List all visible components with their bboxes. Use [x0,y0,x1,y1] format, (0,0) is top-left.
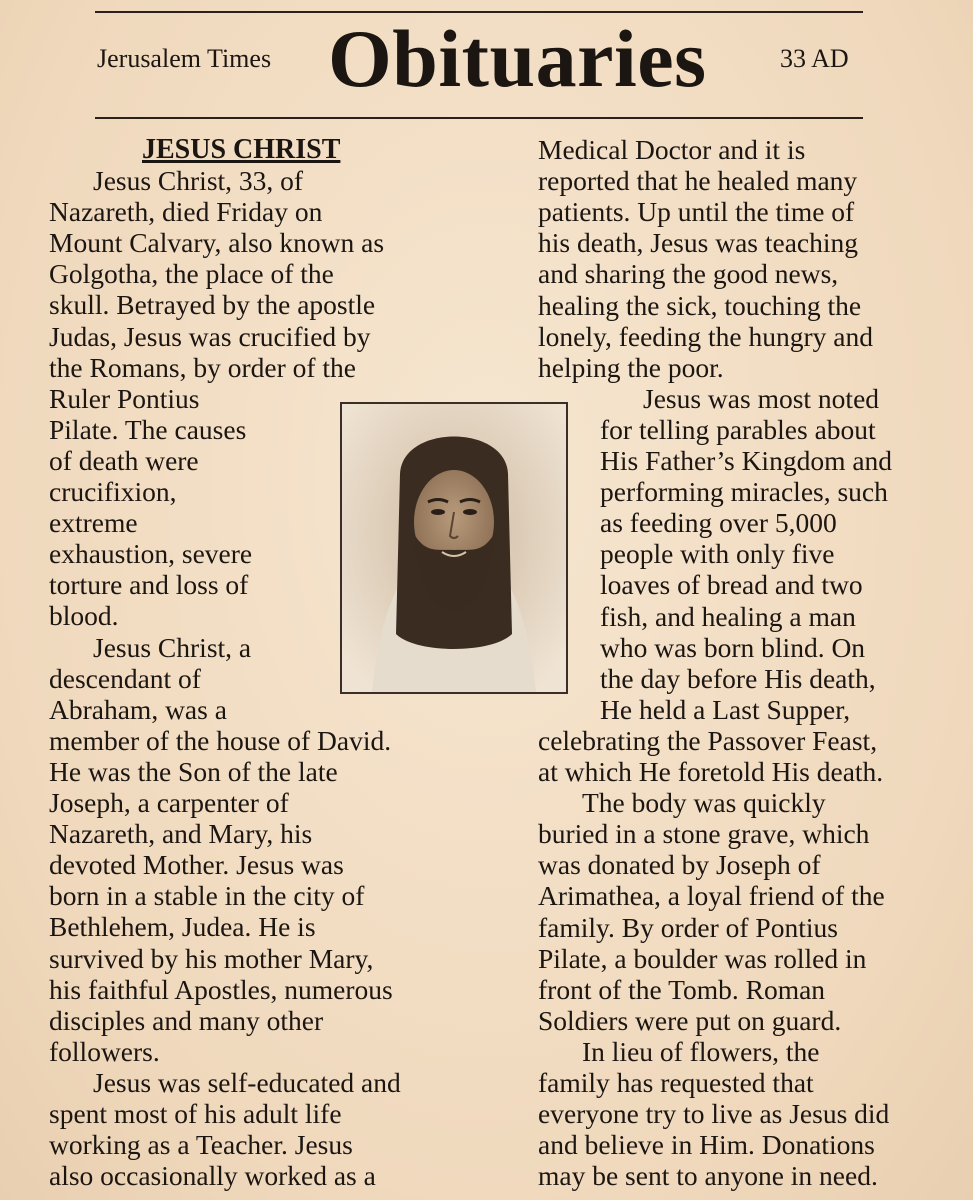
article-line: Jesus was most noted [643,382,880,414]
section-title: Obituaries [328,13,707,104]
article-line: performing miracles, such [600,476,888,508]
paper-name: Jerusalem Times [97,44,272,73]
article-line: for telling parables about [600,413,876,445]
article-line: spent most of his adult life [49,1098,342,1129]
article-line: Pilate, a boulder was rolled in [538,942,867,974]
article-line: survived by his mother Mary, [49,942,374,974]
article-line: Jesus was self-educated and [93,1066,401,1098]
article-line: Judas, Jesus was crucified by [49,320,371,352]
article-line: exhaustion, severe [49,538,253,570]
article-line: patients. Up until the time of [538,196,855,228]
article-line: devoted Mother. Jesus was [49,849,344,881]
article-line: Abraham, was a [49,693,227,725]
article-line: the Romans, by order of the [49,351,357,383]
article-line: front of the Tomb. Roman [538,973,826,1005]
article-line: Jesus Christ, a [93,631,252,663]
article-line: Medical Doctor and it is [538,134,806,165]
portrait-photo [340,402,568,694]
article-line: everyone try to live as Jesus did [538,1098,890,1130]
article-line: In lieu of flowers, the [582,1035,820,1067]
portrait-image [342,404,566,692]
article-line: Nazareth, died Friday on [49,196,323,228]
article-line: blood. [49,600,119,632]
article-line: Nazareth, and Mary, his [49,818,313,850]
article-line: Pilate. The causes [49,413,247,445]
article-line: crucifixion, [49,476,177,507]
article-line: may be sent to anyone in need. [538,1160,878,1192]
article-line: people with only five [600,538,835,570]
article-line: working as a Teacher. Jesus [49,1129,353,1161]
article-line: Soldiers were put on guard. [538,1004,842,1036]
article-line: born in a stable in the city of [49,880,365,912]
article-line: He held a Last Supper, [600,693,851,725]
article-line: extreme [49,507,138,539]
article-line: disciples and many other [49,1004,324,1036]
article-line: healing the sick, touching the [538,289,862,321]
article-line: who was born blind. On [600,631,866,663]
article-line: and sharing the good news, [538,258,839,290]
article-line: His Father’s Kingdom and [600,445,893,476]
article-line: at which He foretold His death. [538,756,884,787]
article-line: and believe in Him. Donations [538,1129,875,1161]
article-line: Ruler Pontius [49,382,200,414]
article-line: torture and loss of [49,569,249,601]
article-line: of death were [49,444,199,476]
article-line: followers. [49,1035,160,1067]
article-line: family has requested that [538,1067,814,1098]
article-line: also occasionally worked as a [49,1160,376,1192]
article-line: celebrating the Passover Feast, [538,724,878,756]
article-line: family. By order of Pontius [538,911,838,943]
issue-date: 33 AD [780,44,849,73]
article-line: helping the poor. [538,351,724,383]
article-line: He was the Son of the late [49,755,338,787]
article-line: Mount Calvary, also known as [49,227,385,259]
article-line: the day before His death, [600,662,876,694]
article-heading: JESUS CHRIST [142,134,341,165]
article-line: buried in a stone grave, which [538,818,870,850]
article-line: loaves of bread and two [600,569,863,601]
article-line: Bethlehem, Judea. He is [49,911,316,943]
article-line: reported that he healed many [538,165,858,197]
article-line: his faithful Apostles, numerous [49,973,393,1005]
article-line: skull. Betrayed by the apostle [49,289,376,321]
article-line: The body was quickly [582,787,826,819]
article-line: fish, and healing a man [600,600,856,632]
article-line: was donated by Joseph of [538,849,821,881]
article-line: lonely, feeding the hungry and [538,320,873,352]
article-line: his death, Jesus was teaching [538,227,858,259]
article-line: as feeding over 5,000 [600,507,837,539]
article-line: descendant of [49,662,201,694]
article-line: member of the house of David. [49,724,392,756]
article-line: Arimathea, a loyal friend of the [538,880,885,912]
masthead-bottom-rule [95,117,863,119]
article-line: Joseph, a carpenter of [49,787,289,818]
article-line: Jesus Christ, 33, of [93,165,304,196]
article-line: Golgotha, the place of the [49,258,334,290]
